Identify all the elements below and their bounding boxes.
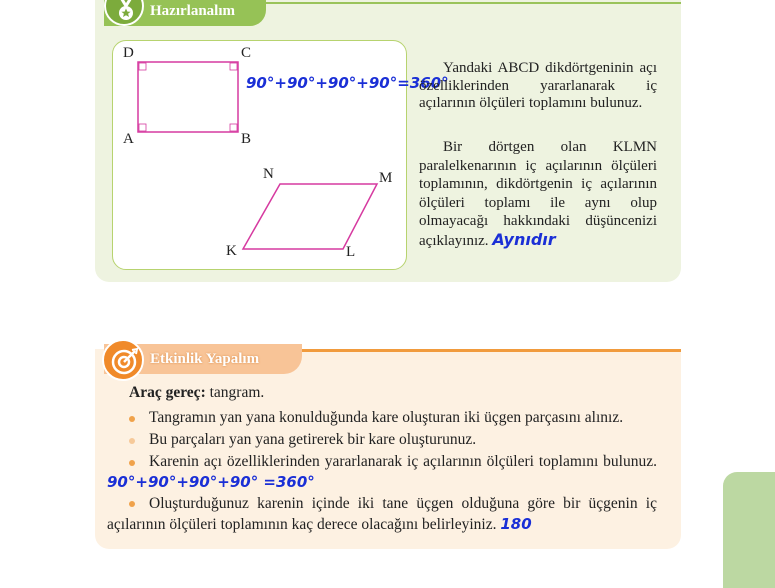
rectangle-abcd xyxy=(138,62,238,132)
tool-value: tangram. xyxy=(209,384,265,401)
bullet-2 xyxy=(129,438,135,444)
step-3: Karenin açı özelliklerinden yararlanarak iç açılarının ölçüleri toplamını bulunuz. 90°+90°+90°+90° =360° xyxy=(107,453,657,491)
side-tab xyxy=(723,472,775,588)
hazirlanalim-title: Hazırlanalım xyxy=(150,3,235,19)
handwritten-triangle-sum: 180 xyxy=(500,515,532,533)
step-2: Bu parçaları yan yana getirerek bir kare oluşturunuz. xyxy=(149,431,477,448)
parallelogram-klmn xyxy=(243,184,377,249)
vertex-label-m: M xyxy=(379,170,393,186)
tool-line xyxy=(129,384,264,402)
handwritten-rectangle-sum: 90°+90°+90°+90°=360° xyxy=(246,74,449,92)
handwritten-square-sum: 90°+90°+90°+90° =360° xyxy=(107,473,315,491)
hazirlanalim-paragraph-1: Yandaki ABCD dikdörtgeninin açı özelliklerinden yararlanarak iç açılarının ölçüleri toplamını bulunuz. xyxy=(419,60,657,111)
etkinlik-title: Etkinlik Yapalım xyxy=(150,351,260,367)
vertex-label-l: L xyxy=(346,244,356,260)
vertex-label-k: K xyxy=(226,243,237,259)
vertex-label-d: D xyxy=(123,45,134,61)
vertex-label-c: C xyxy=(241,45,252,61)
right-angle-mark-c xyxy=(230,63,237,70)
step-4: Oluşturduğunuz karenin içinde iki tane üçgen olduğuna göre bir üçgenin iç açılarının ölçüleri toplamının kaç derece olacağını belirleyiniz. 180 xyxy=(107,495,657,533)
handwritten-answer: Aynıdır xyxy=(492,229,556,249)
step-1: Tangramın yan yana konulduğunda kare oluşturan iki üçgen parçasını alınız. xyxy=(149,409,624,426)
right-angle-mark-d xyxy=(139,63,146,70)
hazirlanalim-paragraph-2: Bir dörtgen olan KLMN paralelkenarının iç açılarının ölçüleri toplamının, dikdörtgenin iç açılarının ölçüleri toplamı ile aynı olup olmayacağı hakkındaki düşüncenizi açıklayınız. Aynıdır xyxy=(419,139,657,249)
right-angle-mark-a xyxy=(139,124,146,131)
target-icon xyxy=(102,339,144,381)
vertex-label-a: A xyxy=(123,131,134,147)
right-angle-mark-b xyxy=(230,124,237,131)
bullet-1 xyxy=(129,416,135,422)
tool-label: Araç gereç: xyxy=(129,384,206,401)
vertex-label-n: N xyxy=(263,166,274,182)
vertex-label-b: B xyxy=(241,131,252,147)
